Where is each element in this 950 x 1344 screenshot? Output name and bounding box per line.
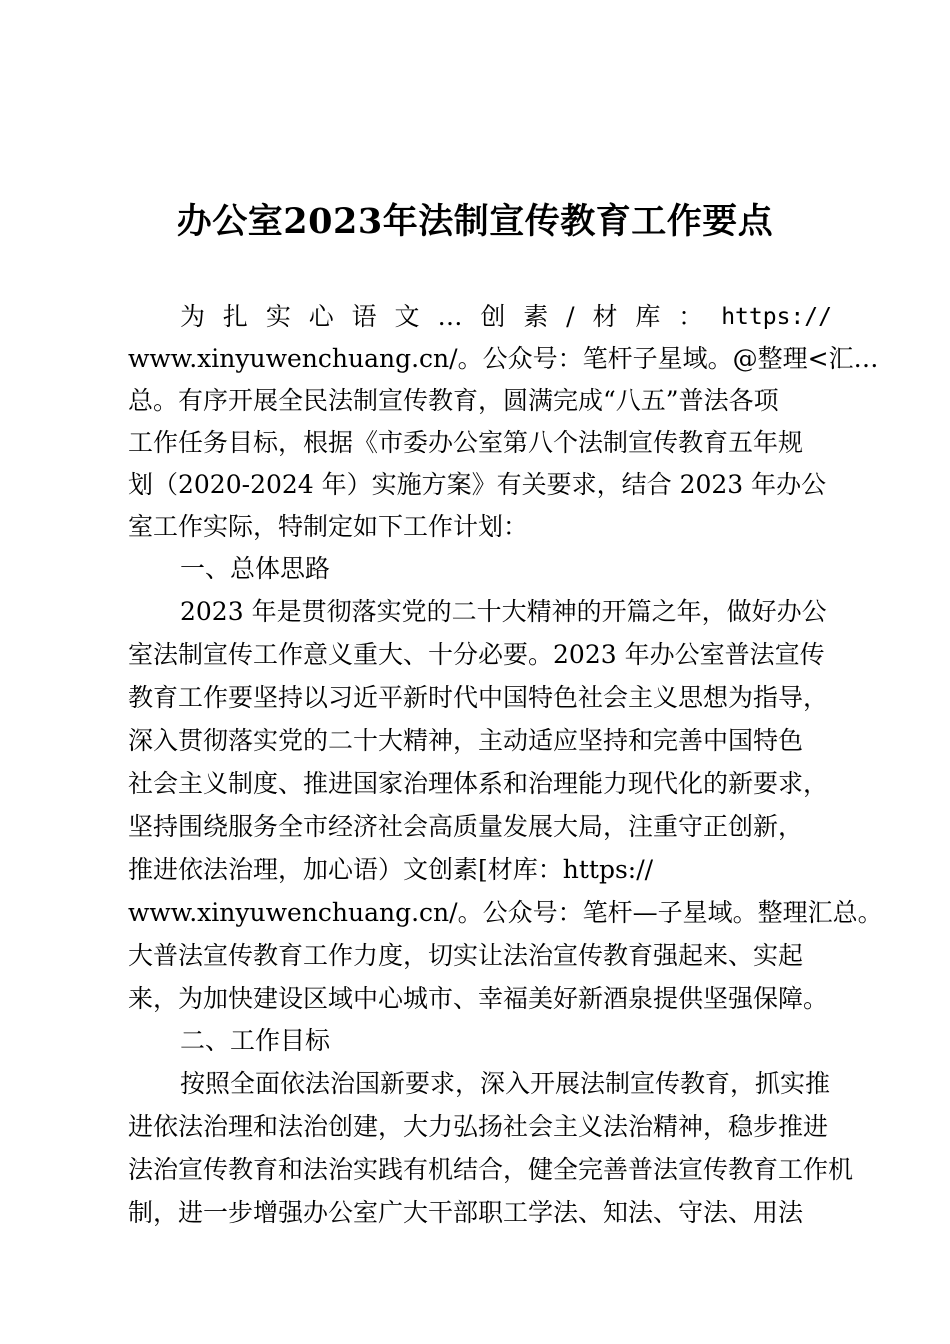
body-line: 2023 年是贯彻落实党的二十大精神的开篇之年，做好办公 xyxy=(180,597,827,626)
body-line: 法治宣传教育和法治实践有机结合，健全完善普法宣传教育工作机 xyxy=(128,1155,854,1184)
body-line: 推进依法治理，加心语）文创素[材库：https:// xyxy=(128,855,654,884)
body-line: 总。有序开展全民法制宣传教育，圆满完成“八五”普法各项 xyxy=(128,386,779,415)
body-line: 制，进一步增强办公室广大干部职工学法、知法、守法、用法 xyxy=(128,1198,804,1227)
body-line: 坚持围绕服务全市经济社会高质量发展大局，注重守正创新， xyxy=(128,812,804,841)
body-line: 进依法治理和法治创建，大力弘扬社会主义法治精神，稳步推进 xyxy=(128,1112,829,1141)
body-line: 划（2020-2024 年）实施方案》有关要求，结合 2023 年办公 xyxy=(128,470,827,499)
intro-char: ： xyxy=(678,302,704,331)
body-line: 室工作实际，特制定如下工作计划： xyxy=(128,512,529,541)
body-line: 工作任务目标，根据《市委办公室第八个法制宣传教育五年规 xyxy=(128,428,804,457)
body-line: www.xinyuwenchuang.cn/。公众号：笔杆—子星域。整理汇总。 xyxy=(128,898,883,927)
intro-char: 创 xyxy=(480,302,506,331)
intro-char: 实 xyxy=(265,302,291,331)
body-line: 大普法宣传教育工作力度，切实让法治宣传教育强起来、实起 xyxy=(128,941,804,970)
intro-char: 扎 xyxy=(222,302,248,331)
body-line: 来，为加快建设区域中心城市、幸福美好新酒泉提供坚强保障。 xyxy=(128,984,829,1013)
intro-char: 材 xyxy=(592,302,618,331)
intro-char: 心 xyxy=(308,302,334,331)
intro-char: 文 xyxy=(394,302,420,331)
intro-char: 为 xyxy=(180,302,206,331)
body-line: 教育工作要坚持以习近平新时代中国特色社会主义思想为指导， xyxy=(128,683,829,712)
body-line: 深入贯彻落实党的二十大精神，主动适应坚持和完善中国特色 xyxy=(128,726,804,755)
intro-char: 素 xyxy=(523,302,549,331)
intro-first-line xyxy=(180,296,832,338)
section-heading-overall: 一、总体思路 xyxy=(180,554,331,583)
intro-char: 语 xyxy=(351,302,377,331)
body-line: www.xinyuwenchuang.cn/。公众号：笔杆子星域。@整理<汇… xyxy=(128,344,879,373)
section-heading-goals: 二、工作目标 xyxy=(180,1026,331,1055)
document-title: 办公室2023年法制宣传教育工作要点 xyxy=(176,201,774,242)
body-line: 按照全面依法治国新要求，深入开展法制宣传教育，抓实推 xyxy=(180,1069,831,1098)
intro-char: … xyxy=(437,302,463,331)
body-line: 社会主义制度、推进国家治理体系和治理能力现代化的新要求， xyxy=(128,769,829,798)
intro-char: / xyxy=(566,302,575,331)
intro-char: 库 xyxy=(635,302,661,331)
intro-url-start: https:// xyxy=(721,304,832,330)
body-line: 室法制宣传工作意义重大、十分必要。2023 年办公室普法宣传 xyxy=(128,640,825,669)
